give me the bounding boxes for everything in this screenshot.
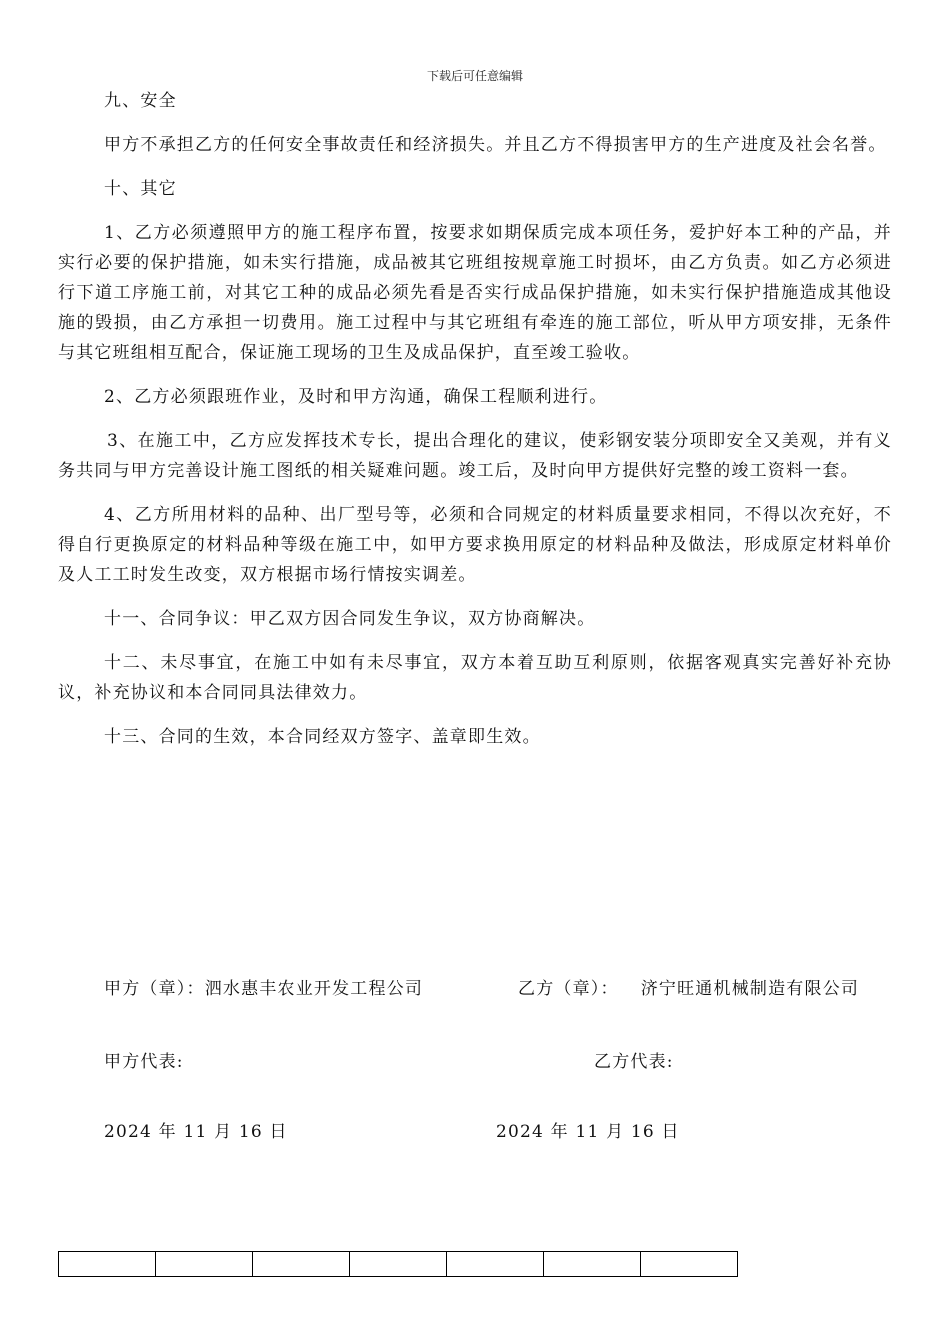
table-cell bbox=[253, 1252, 350, 1277]
clause-1: 1、乙方必须遵照甲方的施工程序布置，按要求如期保质完成本项任务，爱护好本工种的产品，并实行必要的保护措施，如未实行措施，成品被其它班组按规章施工时损坏，由乙方负责。如乙方必须进行下道工序施工前，对其它工种的成品必须先看是否实行成品保护措施，如未实行保护措施造成其他设施的毁损，由乙方承担一切费用。施工过程中与其它班组有牵连的施工部位，听从甲方项安排，无条件与其它班组相互配合，保证施工现场的卫生及成品保护，直至竣工验收。 bbox=[58, 223, 892, 363]
party-a-representative: 甲方代表: bbox=[104, 1052, 184, 1072]
table-cell bbox=[641, 1252, 738, 1277]
clause-3: 3、在施工中，乙方应发挥技术专长，提出合理化的建议，使彩钢安装分项即安全又美观，并有义务共同与甲方完善设计施工图纸的相关疑难问题。竣工后，及时向甲方提供好完整的竣工资料一套。 bbox=[58, 431, 892, 481]
party-b-representative: 乙方代表: bbox=[594, 1052, 674, 1072]
party-a-name: 泗水惠丰农业开发工程公司 bbox=[204, 979, 424, 999]
section-9-text: 甲方不承担乙方的任何安全事故责任和经济损失。并且乙方不得损害甲方的生产进度及社会名誉。 bbox=[104, 135, 887, 155]
header-note: 下载后可任意编辑 bbox=[426, 69, 523, 83]
section-11: 十一、合同争议：甲乙双方因合同发生争议，双方协商解决。 bbox=[104, 609, 596, 629]
table-cell bbox=[59, 1252, 156, 1277]
document-body bbox=[58, 86, 892, 766]
table-row bbox=[59, 1252, 738, 1277]
table-cell bbox=[544, 1252, 641, 1277]
party-a-seal-label: 甲方（章）： bbox=[104, 979, 205, 999]
party-b-name: 济宁旺通机械制造有限公司 bbox=[640, 979, 860, 999]
party-b-seal bbox=[518, 974, 859, 999]
bottom-table bbox=[58, 1251, 738, 1277]
party-b-date: 2024 年 11 月 16 日 bbox=[496, 1122, 680, 1142]
party-a-seal bbox=[104, 974, 423, 999]
clause-4: 4、乙方所用材料的品种、出厂型号等，必须和合同规定的材料质量要求相同，不得以次充好，不得自行更换原定的材料品种等级在施工中，如甲方要求换用原定的材料品种及做法，形成原定材料单价及人工工时发生改变，双方根据市场行情按实调差。 bbox=[58, 505, 892, 585]
section-10-heading: 十、其它 bbox=[104, 179, 177, 199]
section-12: 十二、未尽事宜，在施工中如有未尽事宜，双方本着互助互利原则，依据客观真实完善好补充协议，补充协议和本合同同具法律效力。 bbox=[58, 653, 892, 703]
table-cell bbox=[156, 1252, 253, 1277]
table-cell bbox=[350, 1252, 447, 1277]
table-cell bbox=[447, 1252, 544, 1277]
party-b-seal-label: 乙方（章）： bbox=[518, 979, 619, 999]
section-13: 十三、合同的生效，本合同经双方签字、盖章即生效。 bbox=[104, 727, 541, 747]
section-9-heading: 九、安全 bbox=[104, 91, 177, 111]
clause-2: 2、乙方必须跟班作业，及时和甲方沟通，确保工程顺利进行。 bbox=[104, 387, 608, 407]
party-a-date: 2024 年 11 月 16 日 bbox=[104, 1122, 288, 1142]
